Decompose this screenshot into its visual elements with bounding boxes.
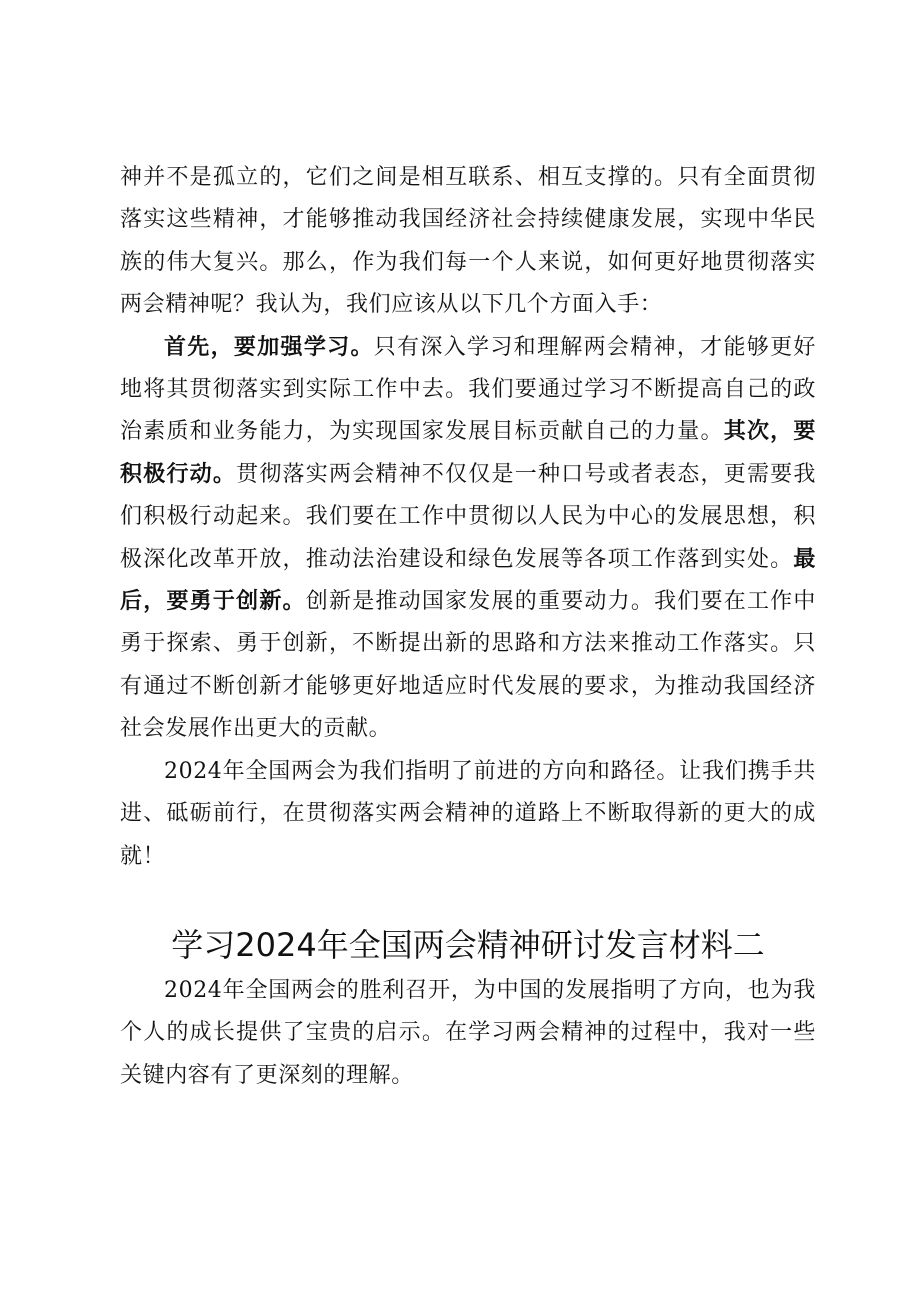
point-text-action: 贯彻落实两会精神不仅仅是一种口号或者表态，更需要我们积极行动起来。我们要在工作中贯彻以人民为中心的发展思想，积极深化改革开放，推动法治建设和绿色发展等各项工作落到实处。 xyxy=(120,461,816,572)
paragraph-continuation: 神并不是孤立的，它们之间是相互联系、相互支撑的。只有全面贯彻落实这些精神，才能够推动我国经济社会持续健康发展，实现中华民族的伟大复兴。那么，作为我们每一个人来说，如何更好地贯彻落实两会精神呢？我认为，我们应该从以下几个方面入手： xyxy=(120,165,816,318)
point-heading-study: 首先，要加强学习。 xyxy=(164,334,374,360)
section-title: 学习2024年全国两会精神研讨发言材料二 xyxy=(171,925,765,964)
paragraph-three-points xyxy=(120,327,816,751)
paragraph-intro-part-two: 2024年全国两会的胜利召开，为中国的发展指明了方向，也为我个人的成长提供了宝贵的启示。在学习两会精神的过程中，我对一些关键内容有了更深刻的理解。 xyxy=(120,977,816,1088)
point-heading-innovation: 最后，要勇于创新。 xyxy=(120,546,816,615)
document-body xyxy=(120,157,816,1097)
point-text-innovation: 创新是推动国家发展的重要动力。我们要在工作中勇于探索、勇于创新，不断提出新的思路和方法来推动工作落实。只有通过不断创新才能够更好地适应时代发展的要求，为推动我国经济社会发展作出更大的贡献。 xyxy=(120,589,816,742)
point-heading-action: 其次，要积极行动。 xyxy=(120,419,816,487)
paragraph-conclusion: 2024年全国两会为我们指明了前进的方向和路径。让我们携手共进、砥砺前行，在贯彻落实两会精神的道路上不断取得新的更大的成就！ xyxy=(120,758,816,869)
point-text-study: 只有深入学习和理解两会精神，才能够更好地将其贯彻落实到实际工作中去。我们要通过学习不断提高自己的政治素质和业务能力，为实现国家发展目标贡献自己的力量。 xyxy=(120,334,816,445)
